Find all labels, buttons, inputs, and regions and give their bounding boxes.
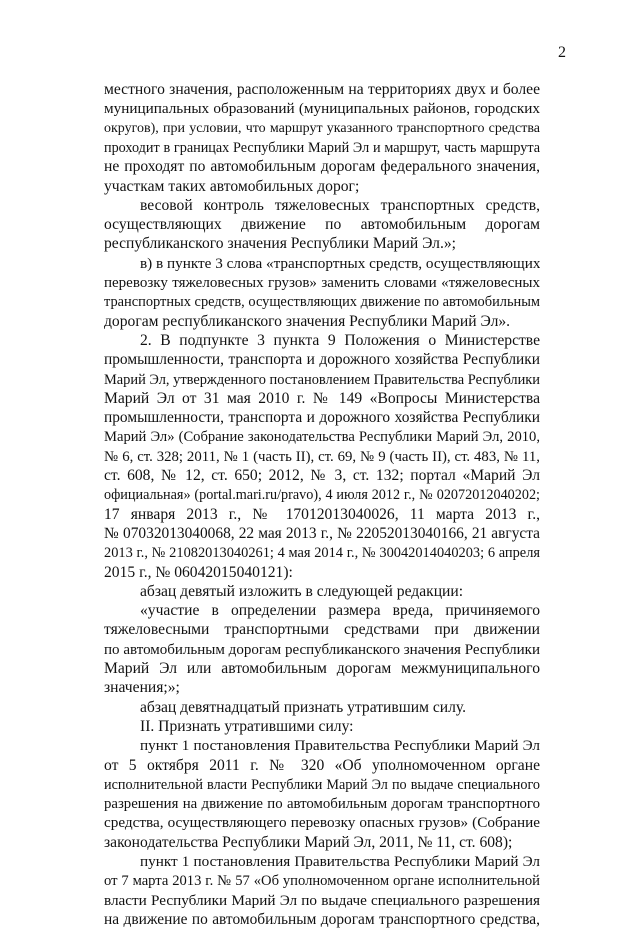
text-line: № 07032013040068, 22 мая 2013 г., № 22052013040166, 21 августа: [104, 524, 540, 542]
text-line: дорогам республиканского значения Республики Марий Эл».: [104, 312, 511, 330]
text-line: № 6, ст. 328; 2011, № 1 (часть II), ст. 69, № 9 (часть II), ст. 483, № 11,: [104, 448, 540, 465]
text-line: Марий Эл от 31 мая 2010 г. № 149 «Вопросы Министерства: [104, 389, 540, 407]
text-line: абзац девятнадцатый признать утратившим силу.: [140, 698, 467, 716]
text-line: муниципальных образований (муниципальных районов, городских: [104, 100, 540, 118]
page-number: 2: [558, 44, 566, 61]
text-line: промышленности, транспорта и дорожного хозяйства Республики: [104, 409, 540, 427]
text-line: на движение по автомобильным дорогам транспортного средства,: [104, 910, 540, 928]
text-line: в) в пункте 3 слова «транспортных средств, осуществляющих: [140, 254, 540, 272]
text-line: ст. 608, № 12, ст. 650; 2012, № 3, ст. 132; портал «Марий Эл: [104, 467, 540, 484]
text-line: значения;»;: [104, 679, 180, 697]
text-line: официальная» (portal.mari.ru/pravo), 4 июля 2012 г., № 02072012040202;: [104, 487, 540, 504]
text-line: II. Признать утратившими силу:: [140, 717, 354, 735]
text-line: исполнительной власти Республики Марий Эл по выдаче специального: [104, 776, 540, 793]
text-line: власти Республики Марий Эл по выдаче специального разрешения: [104, 891, 540, 909]
text-line: 2. В подпункте 3 пункта 9 Положения о Министерстве: [140, 331, 540, 349]
text-line: участкам таких автомобильных дорог;: [104, 177, 360, 195]
text-line: средства, осуществляющего перевозку опасных грузов» (Собрание: [104, 814, 540, 832]
text-line: не проходят по автомобильным дорогам федерального значения,: [104, 158, 540, 176]
text-line: 2013 г., № 21082013040261; 4 мая 2014 г., № 30042014040203; 6 апреля: [104, 545, 540, 562]
text-line: республиканского значения Республики Марий Эл.»;: [104, 235, 456, 253]
text-line: по автомобильным дорогам республиканского значения Республики: [104, 641, 540, 658]
text-line: от 7 марта 2013 г. № 57 «Об уполномоченном органе исполнительной: [104, 873, 540, 890]
text-line: осуществляющих движение по автомобильным дорогам: [104, 216, 540, 234]
text-line: пункт 1 постановления Правительства Республики Марий Эл: [140, 853, 540, 870]
text-line: Марий Эл» (Собрание законодательства Республики Марий Эл, 2010,: [104, 429, 540, 446]
text-line: тяжеловесными транспортными средствами при движении: [104, 621, 540, 639]
text-line: Марий Эл или автомобильным дорогам межмуниципального: [104, 660, 540, 677]
text-line: 17 января 2013 г., № 17012013040026, 11 марта 2013 г.,: [104, 505, 540, 523]
text-line: местного значения, расположенным на территориях двух и более: [104, 81, 540, 98]
text-line: 2015 г., № 06042015040121):: [104, 563, 293, 581]
text-line: перевозку тяжеловесных грузов» заменить словами «тяжеловесных: [104, 275, 540, 291]
text-line: пункт 1 постановления Правительства Республики Марий Эл: [140, 737, 540, 755]
text-line: весовой контроль тяжеловесных транспортных средств,: [140, 196, 540, 214]
text-line: разрешения на движение по автомобильным дорогам транспортного: [104, 796, 540, 813]
text-line: промышленности, транспорта и дорожного хозяйства Республики: [104, 351, 540, 369]
text-line: проходит в границах Республики Марий Эл и маршрут, часть маршрута: [104, 139, 540, 156]
text-line: абзац девятый изложить в следующей редакции:: [140, 582, 464, 600]
text-line: транспортных средств, осуществляющих движение по автомобильным: [104, 294, 540, 311]
text-line: законодательства Республики Марий Эл, 2011, № 11, ст. 608);: [104, 833, 513, 851]
text-line: «участие в определении размера вреда, причиняемого: [140, 602, 540, 620]
text-line: округов), при условии, что маршрут указанного транспортного средства: [104, 120, 540, 136]
text-line: Марий Эл, утвержденного постановлением Правительства Республики: [104, 371, 540, 388]
text-line: от 5 октября 2011 г. № 320 «Об уполномоченном органе: [104, 756, 540, 774]
